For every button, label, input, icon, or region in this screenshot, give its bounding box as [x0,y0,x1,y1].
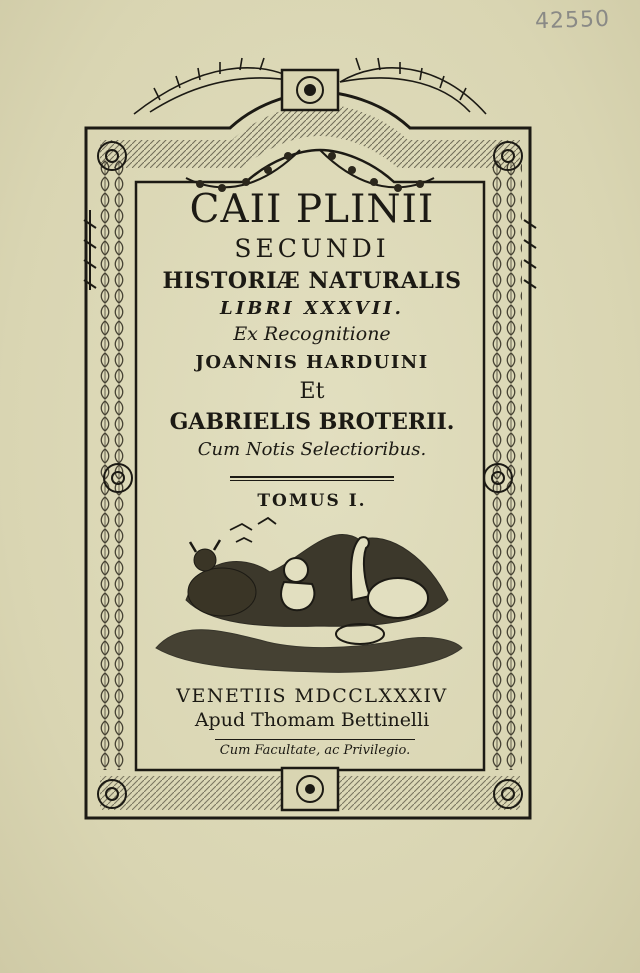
imprint-block [140,684,484,732]
conjunction-line: Et [299,379,325,404]
pencil-accession-number: 42550 [534,6,611,35]
author-name-line: CAII PLINII [189,187,435,232]
double-rule-divider [230,476,394,481]
imprint-place-date: VENETIIS MDCCLXXXIV [176,685,448,707]
editor-one-line: JOANNIS HARDUINI [195,352,429,373]
animal-vignette-illustration [156,518,462,672]
title-block [140,186,484,511]
work-title-line: HISTORIÆ NATURALIS [162,268,462,294]
privilege-line: Cum Facultate, ac Privilegio. [215,739,415,758]
author-cognomen-line: SECUNDI [234,234,390,263]
recognition-line: Ex Recognitione [233,323,391,345]
editor-two-line: GABRIELIS BROTERII. [169,409,455,435]
notes-line: Cum Notis Selectioribus. [197,439,427,460]
imprint-printer: Apud Thomam Bettinelli [194,709,430,731]
volume-label: TOMUS I. [257,491,367,511]
books-count-line: LIBRI XXXVII. [220,298,404,319]
